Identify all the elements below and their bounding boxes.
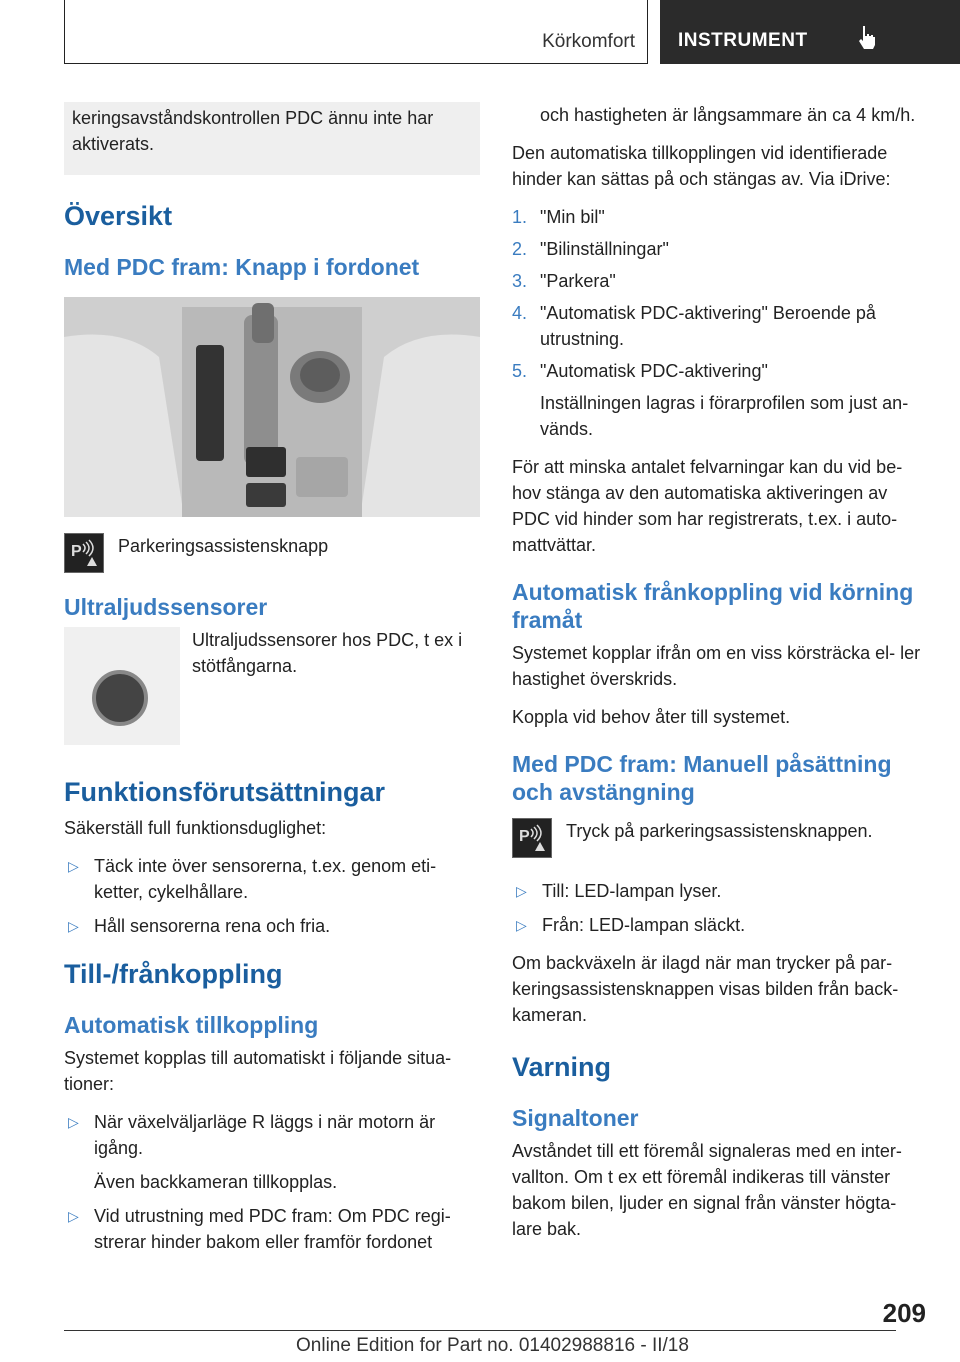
heading-till-fran: Till-/frånkoppling — [64, 959, 283, 989]
triangle-bullet-icon: ▷ — [68, 918, 79, 934]
funktion-text: Säkerställ full funktionsduglighet: — [64, 818, 327, 838]
header-chapter-tab — [660, 0, 960, 64]
page-header — [64, 0, 960, 66]
signal-text: Avståndet till ett föremål signaleras med en inter- vallton. Om t ex ett föremål indikeras till vänster bakom bilen, ljuder en signal från vänster högta- lare bak. — [512, 1141, 902, 1239]
auto-till-text: Systemet kopplas till automatiskt i följande situa- tioner: — [64, 1048, 452, 1094]
led-list — [512, 878, 928, 938]
triangle-bullet-icon: ▷ — [516, 883, 527, 899]
auto-till-list — [64, 1109, 480, 1255]
list-item: ▷ När växelväljarläge R läggs i när motorn är igång. Även backkameran tillkopplas. — [64, 1109, 480, 1195]
list-item: ▷ Från: LED-lampan släckt. — [512, 912, 928, 938]
page-number: 209 — [882, 1298, 926, 1328]
parking-assist-button-icon — [64, 533, 104, 573]
idrive-steps — [512, 204, 928, 442]
heading-oversikt: Översikt — [64, 201, 173, 231]
sensor-disc-icon — [92, 670, 148, 726]
svg-text:P: P — [519, 828, 530, 845]
cont-text: och hastigheten är långsammare än ca 4 km/h. — [540, 105, 916, 125]
list-item: 3. "Parkera" — [512, 271, 616, 291]
list-item: ▷ Till: LED-lampan lyser. — [512, 878, 928, 904]
caption-row-knapp — [64, 533, 480, 573]
heading-manuell: Med PDC fram: Manuell påsättning och avstängning — [512, 751, 892, 805]
list-item: 2. "Bilinställningar" — [512, 239, 669, 259]
koppla-text: Koppla vid behov åter till systemet. — [512, 707, 791, 727]
sensor-row — [64, 627, 480, 745]
header-section-box — [64, 0, 648, 64]
header-section-title: Körkomfort — [542, 31, 635, 52]
auto-fran-text: Systemet kopplar ifrån om en viss körsträcka el- ler hastighet överskrids. — [512, 643, 921, 689]
heading-varning: Varning — [512, 1052, 612, 1082]
note-box — [64, 102, 480, 175]
tryck-text: Tryck på parkeringsassistensknappen. — [566, 821, 873, 841]
note-text: keringsavståndskontrollen PDC ännu inte har aktiverats. — [72, 108, 434, 154]
ultraljud-text: Ultraljudssensorer hos PDC, t ex i stötfångarna. — [192, 630, 463, 676]
hand-pointer-icon — [856, 24, 880, 50]
list-item: ▷ Täck inte över sensorerna, t.ex. genom eti- ketter, cykelhållare. — [64, 853, 480, 905]
triangle-bullet-icon: ▷ — [68, 1114, 79, 1130]
list-item: ▷ Vid utrustning med PDC fram: Om PDC regi- strerar hinder bakom eller framför fordonet — [64, 1203, 480, 1255]
triangle-bullet-icon: ▷ — [68, 1208, 79, 1224]
console-photo — [64, 297, 480, 517]
heading-ultraljud: Ultraljudssensorer — [64, 594, 268, 620]
triangle-bullet-icon: ▷ — [516, 917, 527, 933]
list-item: ▷ Håll sensorerna rena och fria. — [64, 913, 480, 939]
list-item: 1. "Min bil" — [512, 207, 605, 227]
right-column — [512, 102, 928, 1254]
footer-divider — [64, 1330, 896, 1331]
funktion-list — [64, 853, 480, 939]
edition-text: Online Edition for Part no. 01402988816 - II/18 — [296, 1335, 689, 1356]
heading-funktion: Funktionsförutsättningar — [64, 777, 385, 807]
heading-auto-till: Automatisk tillkoppling — [64, 1012, 319, 1038]
heading-pdc-knapp: Med PDC fram: Knapp i fordonet — [64, 254, 420, 280]
idrive-text: Den automatiska tillkopplingen vid identifierade hinder kan sättas på och stängas av. Via iDrive: — [512, 143, 891, 189]
heading-signal: Signaltoner — [512, 1105, 639, 1131]
tryck-row — [512, 818, 928, 858]
triangle-bullet-icon: ▷ — [68, 858, 79, 874]
parking-assist-button-icon — [512, 818, 552, 858]
felvarning-text: För att minska antalet felvarningar kan du vid be- hov stänga av den automatiska aktiveringen av PDC vid hinder som har registrerats, t.ex. i auto- mattvättar. — [512, 457, 903, 555]
list-item: 5. "Automatisk PDC-aktivering" Inställningen lagras i förarprofilen som just an- vänds. — [512, 361, 909, 439]
backvaxel-text: Om backväxeln är ilagd när man trycker på par- keringsassistensknappen visas bilden från back- kameran. — [512, 953, 899, 1025]
svg-text:P: P — [71, 543, 82, 560]
header-chapter-title: INSTRUMENT — [678, 30, 808, 51]
list-item: 4. "Automatisk PDC-aktivering" Beroende på utrustning. — [512, 303, 876, 349]
caption-knapp: Parkeringsassistensknapp — [118, 536, 329, 556]
heading-auto-fran: Automatisk frånkoppling vid körning framåt — [512, 579, 914, 633]
sensor-image — [64, 627, 180, 745]
left-column — [64, 102, 480, 1267]
